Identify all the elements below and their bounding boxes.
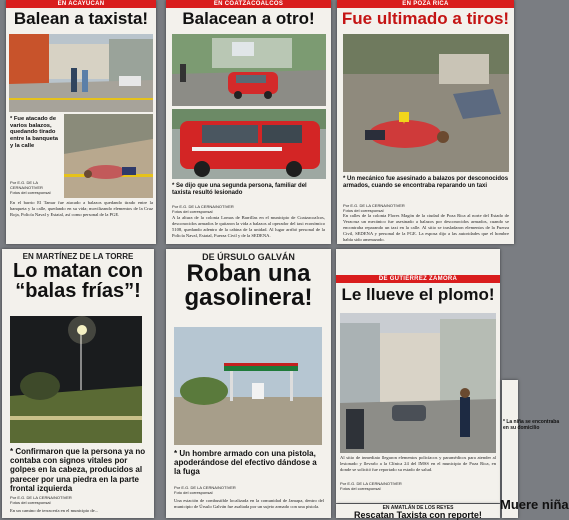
headline-line-2: “balas frías”! — [15, 280, 141, 303]
photo-taxi-street — [172, 34, 326, 106]
headline-line-1: Lo matan con — [12, 260, 143, 282]
byline: Por E.G. DE LA CERNA/NOTIVER Fotos del corresponsal — [340, 481, 402, 492]
location-bar: EN ACAYUCAN — [6, 0, 156, 8]
location-bar: EN POZA RICA — [337, 0, 514, 8]
photo-taxi-closeup — [172, 109, 326, 179]
victim-scene — [64, 114, 153, 198]
caption: * Un mecánico fue asesinado a balazos por desconocidos armados, cuando se encontraba reparando un taxi — [343, 176, 509, 189]
caption: * Confirmaron que la persona ya no contaba con signos vitales por golpes en la cabeza, producidos al parecer por una piedra en la parte frontal izquierda — [10, 447, 146, 493]
caption: * Se dijo que una segunda persona, familiar del taxista resultó lesionado — [172, 183, 307, 196]
article-body: Una estación de combustible localizada en la comunidad de Jamapa, dentro del municipio de Úrsulo Galván fue asaltada por un sujeto armado con una pistola. — [174, 498, 324, 509]
article-body: En calles de la colonia Flores Magón de la ciudad de Poza Rica al norte del Estado de Veracruz un mecánico fue asesinado a balazos por desconocidos armados, cuando se encontraba reparando un taxi en la calle. Al sitio se trasladaron elementos de la Fuerza Civil, SEDENA y personal de la FGE. La esposa dijo a las autoridades que el hombre había sido amenazado. — [343, 213, 509, 242]
location-bar: EN COATZACOALCOS — [166, 0, 331, 8]
location-bar: DE GUTIÉRREZ ZAMORA — [336, 275, 500, 283]
caption: * Fue atacado de varios balazos, quedando tirado entre la banqueta y la calle — [10, 116, 58, 149]
clip-coatzacoalcos — [166, 0, 331, 244]
headline: Balean a taxista! — [13, 9, 149, 28]
photo-night-road — [10, 316, 142, 443]
clip-ursulo-galvan — [166, 249, 331, 518]
clip-gutierrez-zamora — [336, 249, 500, 503]
article-body: Al sitio de inmediato llegaron elementos policíacos y paramédicos para atender al lesionado y llevarlo a la Clínica 24 del IMSS en el municipio de Poza Rica, en donde se solicitó fue reportado su estado de salud. — [340, 455, 496, 472]
headline-line-2: gasolinera! — [184, 284, 313, 312]
location-kicker: DE ÚRSULO GALVÁN — [202, 252, 295, 262]
night-road-scene — [10, 316, 142, 443]
caption: * La niña se encontraba en su domicilio — [503, 419, 560, 431]
article-body: En un camino de terracería en el municipio de... — [10, 508, 99, 513]
article-body: A la altura de la colonia Lomas de Barrillas en el municipio de Coatzacoalcos, desconocidos armados le quitaron la vida a balazos al operador del taxi económico 5108, quedando adentro de la cabina de la unidad. Al lugar arribó personal de la Policía Naval, Estatal, Fuerza Civil y de la SEDENA. — [172, 215, 325, 238]
byline: Por E.G. DE LA CERNA/NOTIVER Foto del corresponsal — [174, 485, 236, 496]
clip-poza-rica — [337, 0, 514, 244]
photo-street — [9, 34, 153, 112]
byline: Por E.G. DE LA CERNA/NOTIVER Fotos del corresponsal — [10, 495, 72, 506]
location-kicker: EN MARTÍNEZ DE LA TORRE — [22, 252, 134, 261]
photo-street-police — [340, 313, 496, 453]
clip-acayucan — [6, 0, 156, 244]
photo-victim — [64, 114, 153, 198]
photo-crime-scene — [343, 34, 509, 172]
headline: Balacean a otro! — [182, 9, 315, 28]
taxi-closeup — [172, 109, 326, 179]
headline: Muere niña — [500, 497, 569, 512]
caption: * Un hombre armado con una pistola, apoderándose del efectivo dándose a la fuga — [174, 449, 317, 477]
byline: Por E.G. DE LA CERNA/NOTIVER Fotos del corresponsal — [172, 204, 234, 215]
photo-gas-station — [174, 327, 322, 445]
clip-amatlan — [336, 504, 500, 518]
location-kicker: EN AMATLÁN DE LOS REYES — [382, 505, 454, 511]
article-body: En el barrio El Tamar fue atacado a balazos quedando tirado entre la banqueta y la calle, quedando en su vida; movilizando elementos de la Cruz Roja, Policía Naval y Estatal, así como personal de la PGE. — [10, 200, 153, 217]
headline-line-1: Roban una — [186, 260, 311, 287]
headline: Rescatan Taxista con reporte! — [354, 510, 482, 520]
clip-martinez-de-la-torre — [2, 249, 154, 518]
gas-station-scene — [174, 327, 322, 445]
street-scene — [9, 34, 153, 112]
clip-muere-nina — [500, 380, 569, 518]
taxi-street-scene — [172, 34, 326, 106]
byline: Por E.G. DE LA CERNA/NOTIVER Fotos del corresponsal — [343, 203, 405, 214]
crime-scene — [343, 34, 509, 172]
headline: Le llueve el plomo! — [341, 285, 495, 304]
street-police-scene — [340, 313, 496, 453]
headline: Fue ultimado a tiros! — [341, 9, 510, 28]
byline: Por E.G. DE LA CERNA/NOTIVER Fotos del corresponsal — [10, 180, 51, 196]
